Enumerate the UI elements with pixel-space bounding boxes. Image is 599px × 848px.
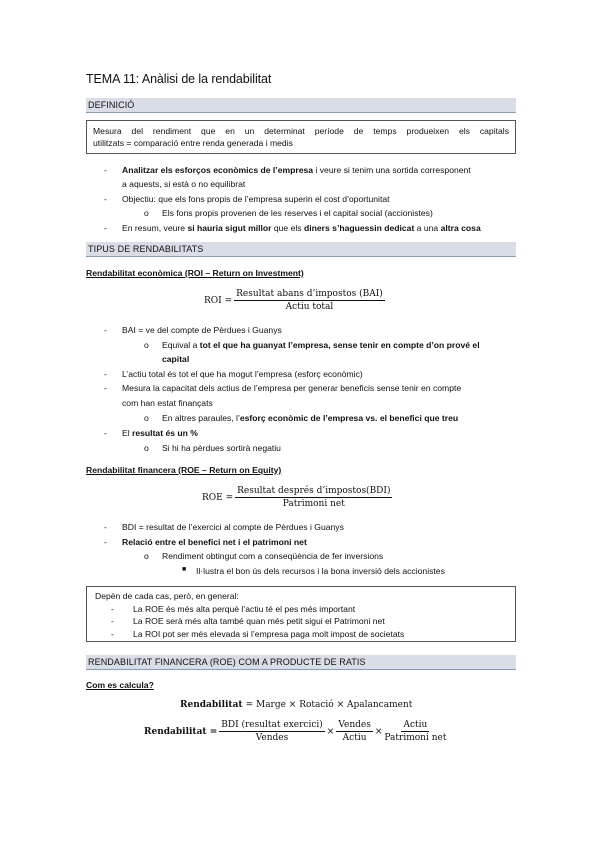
bullet-circle: o: [144, 340, 149, 350]
bullet-dash: -: [111, 628, 114, 639]
bullet-dash: -: [104, 325, 107, 335]
bullet-dash: -: [104, 537, 107, 547]
t: Equival a: [162, 340, 200, 350]
roi-bullet-2: L’actiu total és tot el que ha mogut l’empresa (esforç econòmic): [122, 369, 363, 379]
t: si hauria sigut millor: [187, 223, 272, 233]
eq2-fraction-3: [384, 720, 446, 743]
def-bullet-1-bold: Analitzar els esforços econòmics de l’empresa: [122, 165, 314, 175]
depends-item: [95, 628, 507, 641]
roe-bullet-1: BDI = resultat de l’exercici al compte de Pèrdues i Guanys: [122, 522, 344, 532]
def-bullet-3: [122, 223, 481, 233]
bullet-dash: -: [104, 428, 107, 438]
roi-bullet-1: BAI = ve del compte de Pèrdues i Guanys: [122, 325, 282, 335]
roi-bullet-3-cont: com han estat finançats: [122, 398, 213, 408]
roi-lhs: ROI =: [204, 295, 233, 306]
roi-fraction: [234, 289, 385, 312]
definition-box: [86, 120, 516, 154]
depends-item: [95, 603, 507, 616]
roe-heading: Rendabilitat financera (ROE – Return on Equity): [86, 465, 282, 475]
roe-bullet-2: Relació entre el benefici net i el patrimoni net: [122, 537, 307, 547]
def-bullet-1-rest: i veure si tenim una sortida corresponent: [313, 165, 471, 175]
definition-line-2: utilitzats = comparació entre renda generada i medis: [93, 138, 293, 148]
def-bullet-2: Objectiu: que els fons propis de l’empresa superin el cost d’oportunitat: [122, 194, 390, 204]
bullet-dash: -: [104, 369, 107, 379]
eq1: [180, 700, 412, 710]
roi-heading: Rendabilitat econòmica (ROI – Return on Investment): [86, 268, 304, 278]
t: esforç econòmic de l’empresa vs. el benefici que treu: [239, 413, 459, 423]
bullet-dash: -: [104, 223, 107, 233]
section-header-roe-ratis: RENDABILITAT FINANCERA (ROE) COM A PRODUCTE DE RATIS: [86, 655, 516, 670]
t: En resum, veure: [122, 223, 188, 233]
section-header-definicio: DEFINICIÓ: [86, 98, 516, 113]
f2-numerator: Vendes: [338, 720, 371, 730]
depends-box: [86, 586, 516, 642]
bullet-square: ■: [182, 566, 187, 573]
t: El: [122, 428, 133, 438]
depends-intro: Depèn de cada cas, però, en general:: [95, 591, 239, 601]
t: En altres paraules, l’: [162, 413, 240, 423]
bullet-circle: o: [144, 413, 149, 423]
f2-denominator: Actiu: [342, 733, 367, 743]
t: que els: [271, 223, 304, 233]
def-bullet-1: [122, 165, 471, 175]
roe-lhs: ROE =: [202, 492, 234, 503]
def-bullet-2-sub: Els fons propis provenen de les reserves i el capital social (accionistes): [162, 208, 433, 218]
depends-item-text: La ROI pot ser més elevada si l’empresa paga molt impost de societats: [133, 628, 405, 639]
roi-denominator: Actiu total: [285, 302, 334, 312]
eq2-fraction-2: [336, 720, 373, 743]
bullet-dash: -: [104, 522, 107, 532]
roi-numerator: Resultat abans d’impostos (BAI): [236, 289, 383, 299]
bullet-dash: -: [104, 165, 107, 175]
roe-denominator: Patrimoni net: [282, 499, 345, 509]
roi-bullet-4: [122, 428, 198, 438]
f1-numerator: BDI (resultat exercici): [221, 720, 323, 730]
f1-denominator: Vendes: [255, 733, 289, 743]
depends-item: [95, 615, 507, 628]
definition-line-1: Mesura del rendiment que en un determinat període de temps produeixen els capitals: [93, 126, 509, 136]
roe-bullet-2-sub: Rendiment obtingut com a conseqüència de fer inversions: [162, 551, 384, 561]
roi-bullet-4-sub: Si hi ha pèrdues sortirà negatiu: [162, 443, 281, 453]
calc-heading: Com es calcula?: [86, 680, 154, 690]
roe-numerator: Resultat després d’impostos(BDI): [237, 486, 391, 496]
roe-fraction: [235, 486, 392, 509]
roi-bullet-1-sub: [162, 340, 480, 350]
bullet-circle: o: [144, 443, 149, 453]
f3-denominator: Patrimoni net: [384, 733, 447, 743]
page-title: TEMA 11: Anàlisi de la rendabilitat: [86, 72, 272, 86]
bullet-circle: o: [144, 208, 149, 218]
roi-bullet-3: Mesura la capacitat dels actius de l’empresa per generar beneficis sense tenir en compte: [122, 383, 462, 393]
f3-numerator: Actiu: [403, 720, 428, 730]
bullet-dash: -: [111, 616, 114, 626]
def-bullet-1-cont: a aquests, si està o no equilibrat: [122, 179, 246, 189]
times-sign: ×: [326, 726, 335, 737]
depends-item-text: La ROE serà més alta també quan més petit sigui el Patrimoni net: [133, 616, 385, 626]
roe-formula: [202, 486, 394, 509]
t: tot el que ha guanyat l’empresa, sense tenir en compte d’on prové el: [199, 340, 480, 350]
eq2: [144, 720, 448, 743]
t: diners s’haguessin dedicat: [303, 223, 415, 233]
bullet-dash: -: [111, 603, 114, 614]
t: resultat és un %: [132, 428, 198, 438]
eq2-fraction-1: [219, 720, 325, 743]
bullet-dash: -: [104, 383, 107, 393]
section-header-tipus: TIPUS DE RENDABILITATS: [86, 242, 516, 257]
bullet-circle: o: [144, 551, 149, 561]
roi-bullet-1-sub-cont: capital: [162, 354, 190, 364]
t: a una: [414, 223, 441, 233]
roe-bullet-2-subsub: Il·lustra el bon ús dels recursos i la bona inversió dels accionistes: [196, 566, 445, 576]
eq2-lhs: Rendabilitat =: [144, 726, 218, 737]
t: altra cosa: [440, 223, 481, 233]
roi-formula: [204, 289, 387, 312]
times-sign: ×: [374, 726, 383, 737]
bullet-dash: -: [104, 194, 107, 204]
roi-bullet-3-sub: [162, 413, 458, 423]
depends-item-text: La ROE és més alta perquè l’actiu té el pes més important: [133, 603, 356, 614]
eq1-rhs: = Marge × Rotació × Apalancament: [245, 700, 413, 710]
eq1-lhs: Rendabilitat: [180, 700, 243, 710]
